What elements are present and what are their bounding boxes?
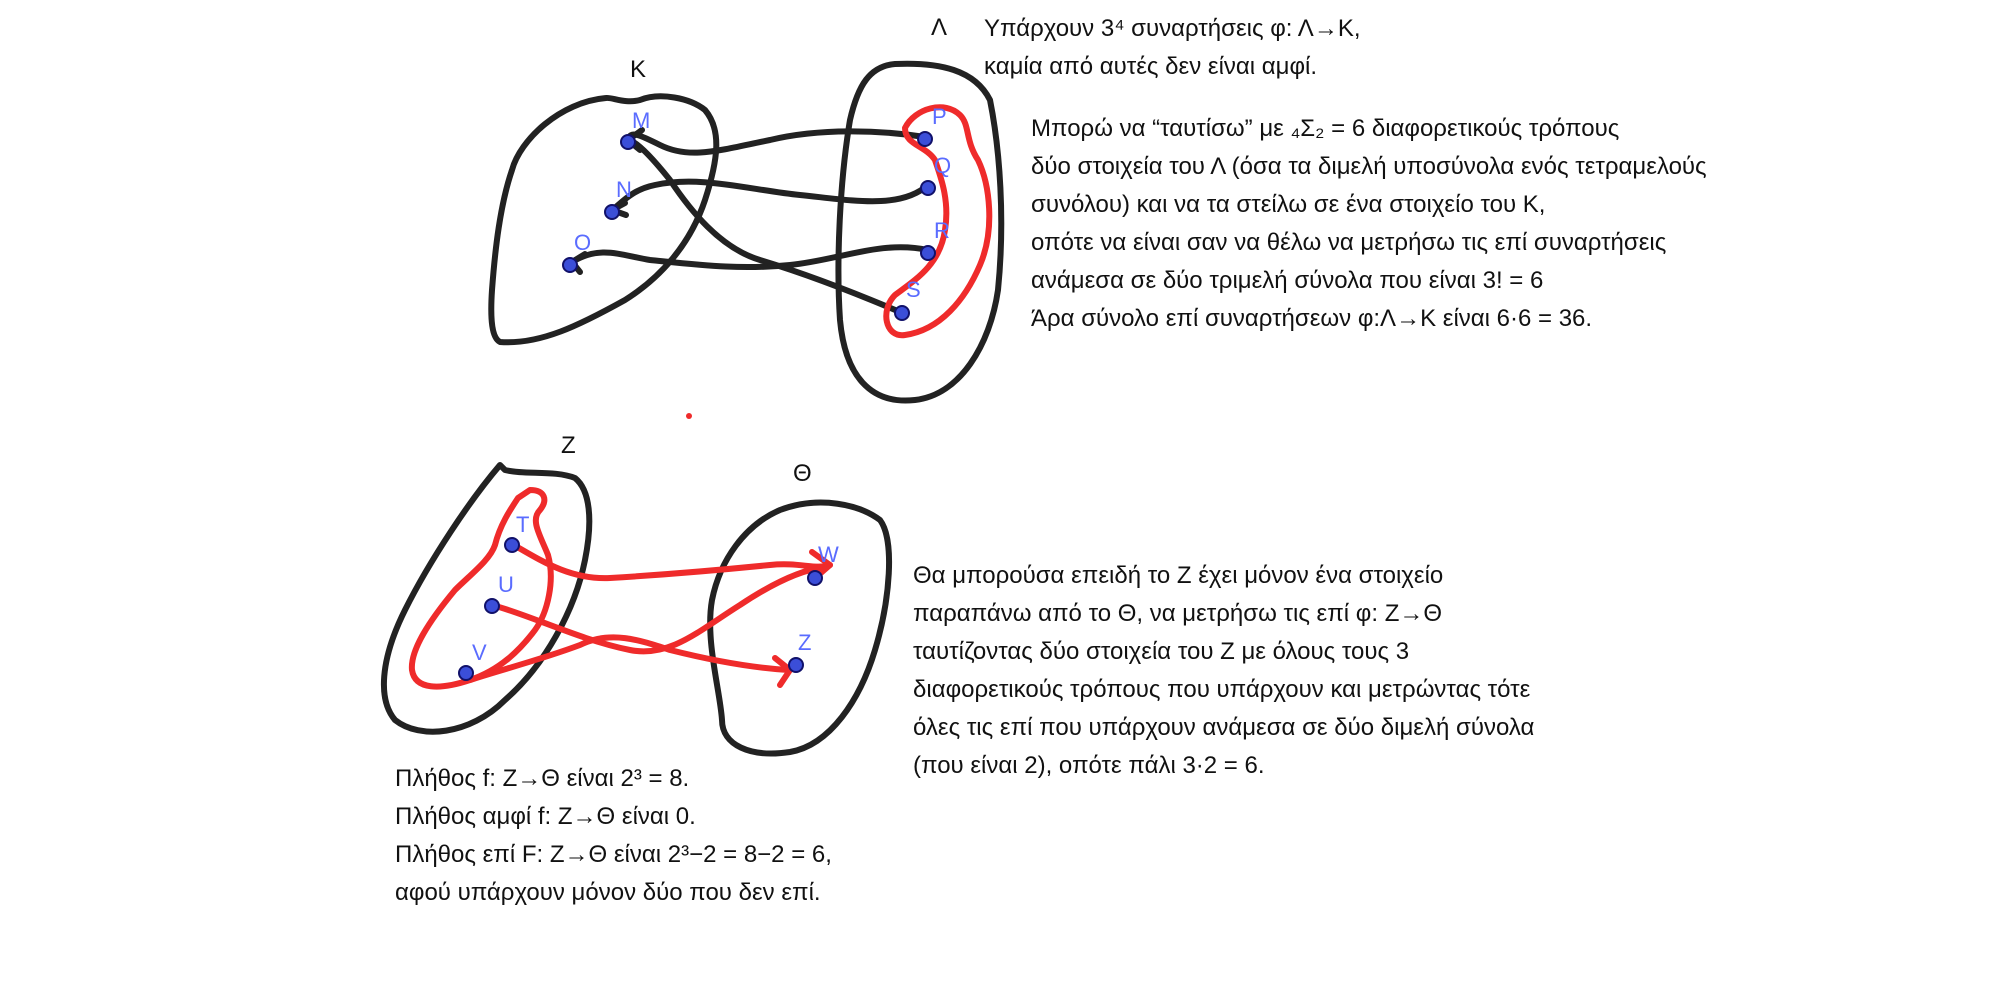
count-line: Πλήθος επί F: Z→Θ είναι 2³−2 = 8−2 = 6, <box>395 841 832 868</box>
point-label-o: O <box>574 230 592 255</box>
set-label-theta: Θ <box>793 460 812 487</box>
point-label-v: V <box>472 640 487 665</box>
explanation-line: οπότε να είναι σαν να θέλω να μετρήσω τις επί συναρτήσεις <box>1031 229 1667 256</box>
arrow-q-to-n <box>612 182 928 210</box>
point-label-q: Q <box>934 153 952 178</box>
point-label-s: S <box>906 277 921 302</box>
explanation-line: όλες τις επί που υπάρχουν ανάμεσα σε δύο διμελή σύνολα <box>913 714 1535 741</box>
explanation-line: δύο στοιχεία του Λ (όσα τα διμελή υποσύνολα ενός τετραμελούς <box>1031 153 1707 180</box>
explanation-line: Μπορώ να “ταυτίσω” με ₄Σ₂ = 6 διαφορετικούς τρόπους <box>1031 115 1620 142</box>
point-label-r: R <box>934 218 950 243</box>
point-q <box>921 181 935 195</box>
set-theta-outline <box>710 503 889 754</box>
arrow-s-to-m <box>628 140 900 312</box>
set-label-k: K <box>630 56 647 83</box>
point-label-p: P <box>932 104 947 129</box>
point-w <box>808 571 822 585</box>
point-label-w: W <box>818 542 839 567</box>
arrow-p-to-m <box>628 131 925 152</box>
point-u <box>485 599 499 613</box>
red-arrow-u-to-w <box>492 567 825 651</box>
point-r <box>921 246 935 260</box>
set-label-lambda: Λ <box>931 14 948 41</box>
stray-red-dot <box>686 413 692 419</box>
count-line: αφού υπάρχουν μόνον δύο που δεν επί. <box>395 879 821 906</box>
explanation-line: διαφορετικούς τρόπους που υπάρχουν και μετρώντας τότε <box>913 676 1531 703</box>
count-line: Πλήθος αμφί f: Z→Θ είναι 0. <box>395 803 696 830</box>
point-z-theta <box>789 658 803 672</box>
point-label-u: U <box>498 572 514 597</box>
point-t <box>505 538 519 552</box>
point-m <box>621 135 635 149</box>
point-label-n: N <box>616 177 632 202</box>
point-o <box>563 258 577 272</box>
explanation-line: συνόλου) και να τα στείλω σε ένα στοιχείο του K, <box>1031 191 1546 218</box>
set-label-z: Z <box>561 432 576 459</box>
explanation-line: Θα μπορούσα επειδή το Z έχει μόνον ένα στοιχείο <box>913 562 1444 589</box>
point-s <box>895 306 909 320</box>
point-p <box>918 132 932 146</box>
explanation-line: ταυτίζοντας δύο στοιχεία του Z με όλους τους 3 <box>913 638 1410 665</box>
explanation-line: ανάμεσα σε δύο τριμελή σύνολα που είναι 3! = 6 <box>1031 267 1544 294</box>
point-label-m: M <box>632 108 651 133</box>
lambda-k-explanation <box>1031 110 1707 338</box>
point-n <box>605 205 619 219</box>
z-theta-explanation <box>913 557 1534 785</box>
top-statement-line-2: καμία από αυτές δεν είναι αμφί. <box>984 53 1318 80</box>
set-k-outline <box>491 96 716 342</box>
explanation-line: παραπάνω από το Θ, να μετρήσω τις επί φ: Z→Θ <box>913 600 1443 627</box>
point-label-t: T <box>516 512 530 537</box>
red-arrow-t-to-w <box>512 544 830 578</box>
red-arrow-v-to-z <box>470 637 790 680</box>
point-v <box>459 666 473 680</box>
top-statement-line-1: Υπάρχουν 3⁴ συναρτήσεις φ: Λ→K, <box>984 15 1361 42</box>
explanation-line: Άρα σύνολο επί συναρτήσεων φ:Λ→K είναι 6·6 = 36. <box>1031 305 1593 332</box>
point-label-z-theta: Z <box>798 630 812 655</box>
explanation-line: (που είναι 2), οπότε πάλι 3·2 = 6. <box>913 752 1265 779</box>
top-statement <box>984 10 1361 86</box>
set-z-outline <box>384 465 589 732</box>
z-theta-counts <box>395 760 832 912</box>
count-line: Πλήθος f: Z→Θ είναι 2³ = 8. <box>395 765 690 792</box>
